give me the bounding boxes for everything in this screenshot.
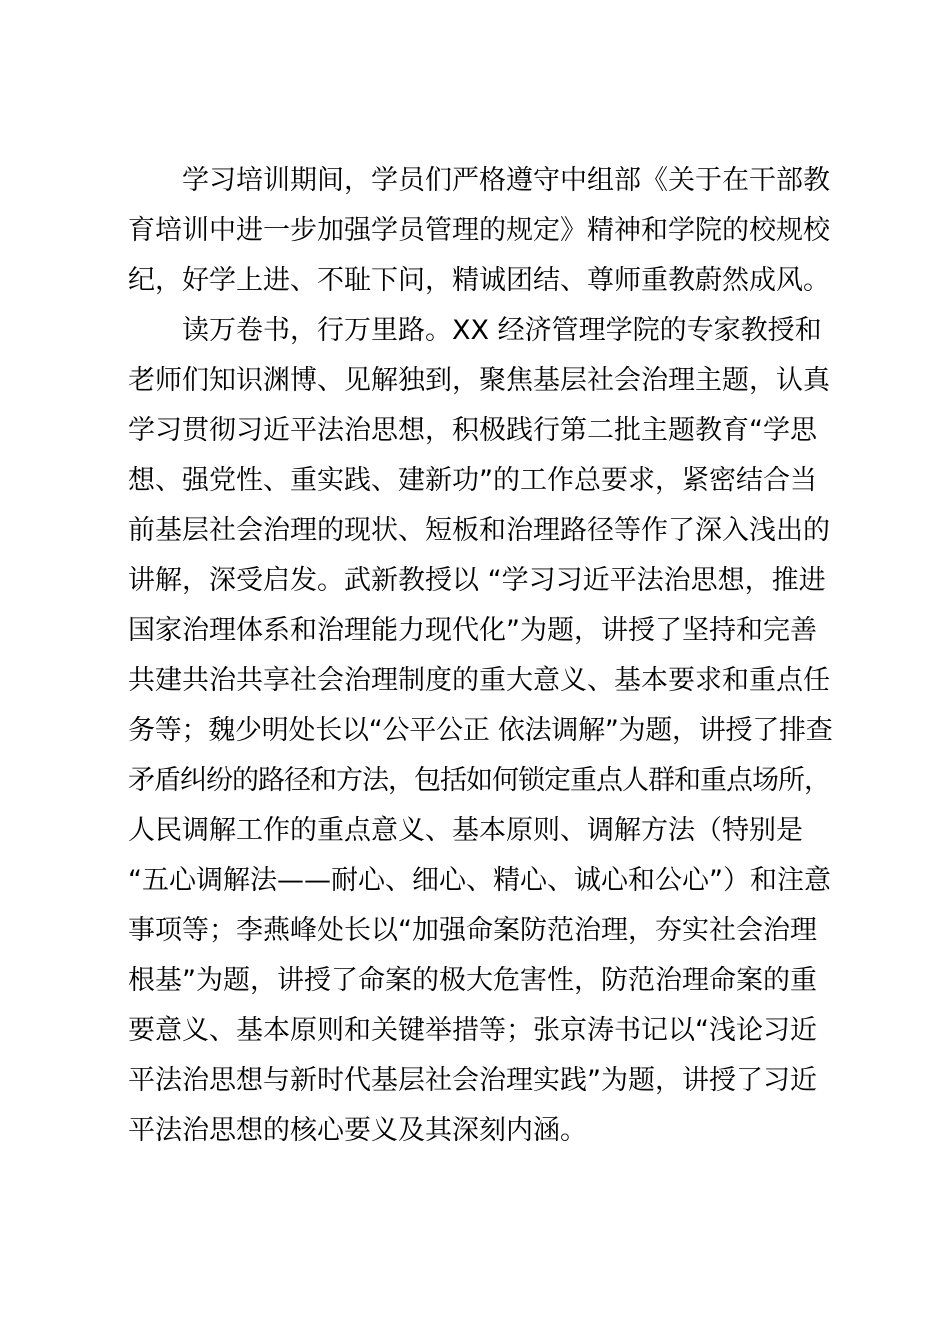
text-line: 想、强党性、重实践、建新功”的工作总要求，紧密结合当 (128, 465, 817, 496)
text-line: 学习培训期间，学员们严格遵守中组部《关于在干部教 (182, 165, 830, 196)
text-line: 务等；魏少明处长以“公平公正 依法调解”为题，讲授了排查 (128, 715, 833, 746)
text-line: 读万卷书，行万里路。XX 经济管理学院的专家教授和 (182, 315, 822, 346)
text-line: 讲解，深受启发。武新教授以 “学习习近平法治思想，推进 (128, 565, 826, 596)
text-line: 前基层社会治理的现状、短板和治理路径等作了深入浅出的 (128, 515, 830, 546)
text-line: 根基”为题，讲授了命案的极大危害性，防范治理命案的重 (128, 965, 817, 996)
text-line: 矛盾纠纷的路径和方法，包括如何锁定重点人群和重点场所， (128, 765, 830, 796)
text-line: 老师们知识渊博、见解独到，聚焦基层社会治理主题，认真 (128, 365, 830, 396)
text-line: 纪，好学上进、不耻下问，精诚团结、尊师重教蔚然成风。 (128, 265, 830, 296)
paragraph-1 (128, 156, 834, 306)
text-line: 平法治思想的核心要义及其深刻内涵。 (128, 1115, 587, 1146)
text-line: 人民调解工作的重点意义、基本原则、调解方法（特别是 (128, 815, 803, 846)
document-page (128, 156, 834, 1156)
text-line: 共建共治共享社会治理制度的重大意义、基本要求和重点任 (128, 665, 830, 696)
text-line: 育培训中进一步加强学员管理的规定》精神和学院的校规校 (128, 215, 830, 246)
paragraph-2 (128, 306, 834, 1156)
text-line: 学习贯彻习近平法治思想，积极践行第二批主题教育“学思 (128, 415, 817, 446)
text-line: 事项等；李燕峰处长以“加强命案防范治理，夯实社会治理 (128, 915, 817, 946)
text-line: 国家治理体系和治理能力现代化”为题，讲授了坚持和完善 (128, 615, 817, 646)
text-line: 平法治思想与新时代基层社会治理实践”为题，讲授了习近 (128, 1065, 817, 1096)
text-line: 要意义、基本原则和关键举措等；张京涛书记以“浅论习近 (128, 1015, 817, 1046)
text-line: “五心调解法——耐心、细心、精心、诚心和公心”）和注意 (128, 865, 831, 896)
